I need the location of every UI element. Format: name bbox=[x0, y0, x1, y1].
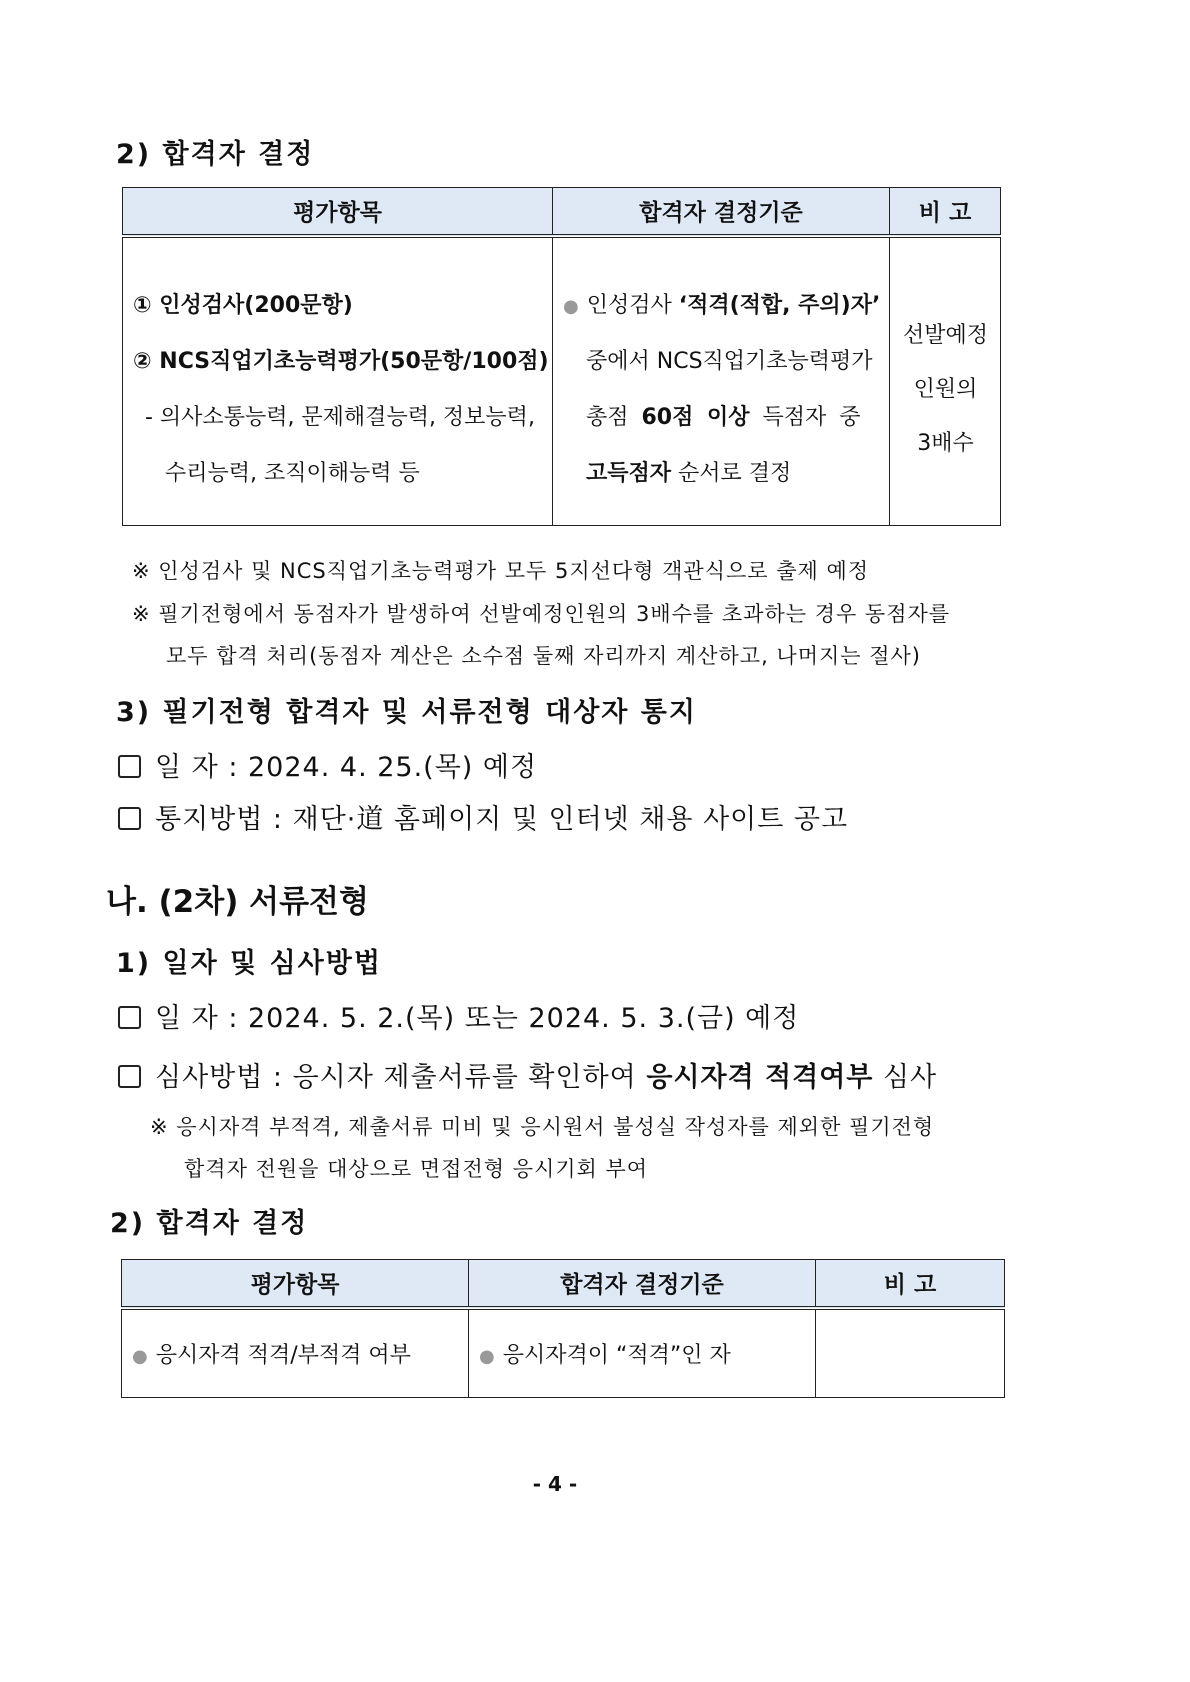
header-remarks: 비 고 bbox=[890, 188, 1001, 236]
remarks-line-2: 인원의 bbox=[913, 376, 978, 402]
screening-method: 심사방법 : 응시자 제출서류를 확인하여 응시자격 적격여부 심사 bbox=[118, 1055, 937, 1094]
criteria-line-2: 중에서 NCS직업기초능력평가 bbox=[586, 348, 873, 374]
notify-method: 통지방법 : 재단·道 홈페이지 및 인터넷 채용 사이트 공고 bbox=[118, 797, 848, 836]
bullet-icon: ● bbox=[563, 295, 579, 317]
page-number: - 4 - bbox=[532, 1472, 578, 1496]
notify-date: 일 자 : 2024. 4. 25.(목) 예정 bbox=[118, 745, 537, 784]
remarks-cell bbox=[816, 1308, 1005, 1398]
header-eval-item: 평가항목 bbox=[122, 1260, 469, 1308]
subtitle-date-method: 1) 일자 및 심사방법 bbox=[116, 948, 382, 979]
item-personality-test: ① 인성검사(200문항) bbox=[133, 292, 353, 318]
section-title-notification: 3) 필기전형 합격자 및 서류전형 대상자 통지 bbox=[116, 697, 697, 728]
remarks-line-1: 선발예정 bbox=[902, 322, 988, 348]
bullet-icon: ● bbox=[479, 1345, 495, 1367]
checkbox-icon bbox=[118, 807, 141, 830]
subtitle-pass-decision-2: 2) 합격자 결정 bbox=[110, 1208, 309, 1239]
checkbox-icon bbox=[118, 1006, 141, 1029]
section-title-document-screening: 나. (2차) 서류전형 bbox=[106, 884, 369, 920]
remarks-line-3: 3배수 bbox=[917, 430, 974, 456]
item-ncs-sub1: - 의사소통능력, 문제해결능력, 정보능력, bbox=[145, 404, 535, 430]
criteria-line-3: 총점 60점 이상 득점자 중 bbox=[586, 404, 861, 430]
header-criteria: 합격자 결정기준 bbox=[469, 1260, 816, 1308]
criteria-cell bbox=[553, 236, 890, 526]
criteria-line-1: ● 인성검사 ‘적격(적합, 주의)자’ bbox=[563, 292, 881, 318]
criteria-cell: ● 응시자격이 “적격”인 자 bbox=[469, 1308, 816, 1398]
screening-criteria-table bbox=[121, 1259, 1005, 1398]
note-interview-eligibility: ※ 응시자격 부적격, 제출서류 미비 및 응시원서 불성실 작성자를 제외한 필기전형 bbox=[150, 1115, 935, 1139]
eval-items-cell bbox=[123, 236, 553, 526]
note-tie-rule-cont: 모두 합격 처리(동점자 계산은 소수점 둘째 자리까지 계산하고, 나머지는 절사) bbox=[166, 644, 922, 668]
screening-date: 일 자 : 2024. 5. 2.(목) 또는 2024. 5. 3.(금) 예정 bbox=[118, 996, 799, 1035]
eval-item-cell: ● 응시자격 적격/부적격 여부 bbox=[122, 1308, 469, 1398]
note-tie-rule: ※ 필기전형에서 동점자가 발생하여 선발예정인원의 3배수를 초과하는 경우 동점자를 bbox=[132, 602, 951, 626]
note-question-format: ※ 인성검사 및 NCS직업기초능력평가 모두 5지선다형 객관식으로 출제 예정 bbox=[132, 559, 870, 583]
section-title-pass-decision: 2) 합격자 결정 bbox=[116, 139, 315, 170]
note-interview-eligibility-cont: 합격자 전원을 대상으로 면접전형 응시기회 부여 bbox=[184, 1157, 649, 1181]
criteria-line-4: 고득점자 순서로 결정 bbox=[586, 460, 792, 486]
header-eval-item: 평가항목 bbox=[123, 188, 553, 236]
remarks-cell bbox=[890, 236, 1001, 526]
item-ncs-sub2: 수리능력, 조직이해능력 등 bbox=[165, 460, 420, 486]
header-remarks: 비 고 bbox=[816, 1260, 1005, 1308]
bullet-icon: ● bbox=[132, 1345, 148, 1367]
item-ncs-test: ② NCS직업기초능력평가(50문항/100점) bbox=[133, 348, 549, 374]
checkbox-icon bbox=[118, 1065, 141, 1088]
checkbox-icon bbox=[118, 755, 141, 778]
pass-criteria-table bbox=[122, 187, 1001, 526]
header-criteria: 합격자 결정기준 bbox=[553, 188, 890, 236]
